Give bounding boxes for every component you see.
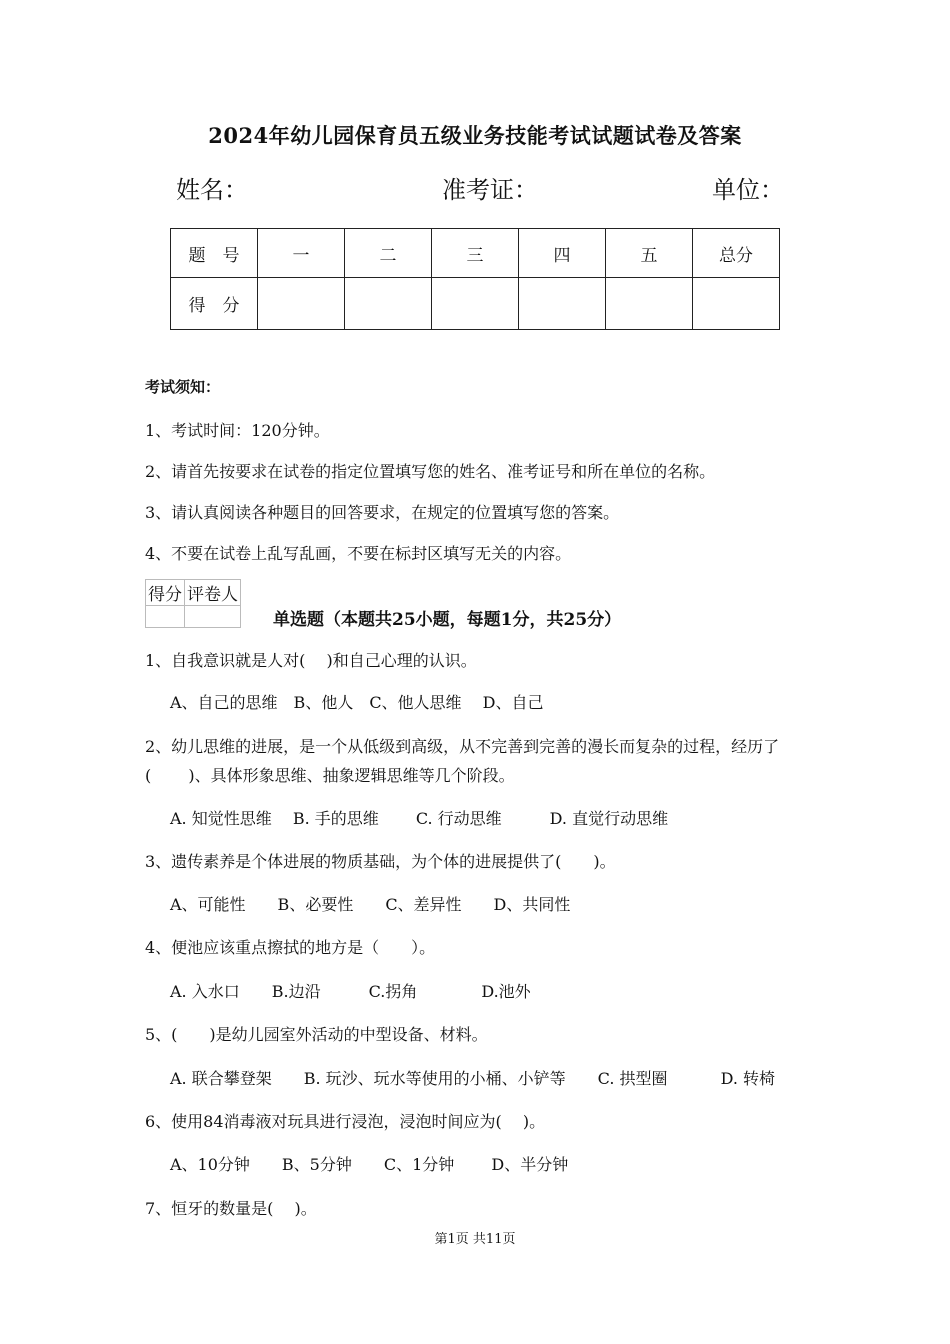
page-title: 2024年幼儿园保育员五级业务技能考试试题试卷及答案 (208, 123, 742, 148)
grader-reviewer-cell[interactable] (185, 606, 241, 628)
question-stem: 7、恒牙的数量是( )。 (145, 1199, 317, 1218)
question-options: A. 知觉性思维 B. 手的思维 C. 行动思维 D. 直觉行动思维 (170, 809, 669, 828)
question-stem: 3、遗传素养是个体进展的物质基础，为个体的进展提供了( )。 (145, 852, 616, 871)
score-table-header-cell: 题 号 (171, 229, 258, 278)
score-table-header-cell: 一 (258, 229, 345, 278)
score-cell[interactable] (693, 278, 780, 330)
score-cell[interactable] (258, 278, 345, 330)
notice-item: 1、考试时间：120分钟。 (145, 421, 330, 440)
score-table-header-cell: 总分 (693, 229, 780, 278)
score-table-header-row (171, 229, 780, 278)
score-cell[interactable] (432, 278, 519, 330)
question-stem: 6、使用84消毒液对玩具进行浸泡，浸泡时间应为( )。 (145, 1112, 546, 1131)
score-table-header-cell: 三 (432, 229, 519, 278)
score-cell[interactable] (519, 278, 606, 330)
name-field-label: 姓名： (176, 176, 248, 204)
unit-field-label: 单位： (712, 176, 784, 204)
score-table-header-cell: 四 (519, 229, 606, 278)
question-options: A. 联合攀登架 B. 玩沙、玩水等使用的小桶、小铲等 C. 拱型圈 D. 转椅 (170, 1069, 776, 1088)
question-options: A、10分钟 B、5分钟 C、1分钟 D、半分钟 (170, 1155, 569, 1174)
score-cell[interactable] (606, 278, 693, 330)
question-options: A. 入水口 B.边沿 C.拐角 D.池外 (170, 982, 531, 1001)
question-options: A、自己的思维 B、他人 C、他人思维 D、自己 (170, 693, 544, 712)
score-row-label: 得 分 (171, 278, 258, 330)
page-footer: 第1页 共11页 (434, 1232, 516, 1247)
question-options: A、可能性 B、必要性 C、差异性 D、共同性 (170, 895, 571, 914)
score-cell[interactable] (345, 278, 432, 330)
question-stem: 4、便池应该重点擦拭的地方是（ ）。 (145, 938, 436, 957)
exam-number-field-label: 准考证： (442, 176, 538, 204)
score-table-header-cell: 五 (606, 229, 693, 278)
notice-item: 4、不要在试卷上乱写乱画，不要在标封区填写无关的内容。 (145, 544, 572, 563)
question-stem-continued: ( )、具体形象思维、抽象逻辑思维等几个阶段。 (145, 766, 515, 785)
grader-reviewer-label: 评卷人 (185, 580, 241, 606)
notice-item: 3、请认真阅读各种题目的回答要求，在规定的位置填写您的答案。 (145, 503, 620, 522)
question-stem: 2、幼儿思维的进展，是一个从低级到高级，从不完善到完善的漫长而复杂的过程，经历了 (145, 737, 780, 756)
grader-box (145, 579, 241, 628)
grader-score-cell[interactable] (146, 606, 185, 628)
question-stem: 5、( )是幼儿园室外活动的中型设备、材料。 (145, 1025, 488, 1044)
notice-heading: 考试须知： (145, 378, 221, 396)
score-table (170, 228, 780, 330)
notice-item: 2、请首先按要求在试卷的指定位置填写您的姓名、准考证号和所在单位的名称。 (145, 462, 716, 481)
question-stem: 1、自我意识就是人对( )和自己心理的认识。 (145, 651, 477, 670)
score-table-header-cell: 二 (345, 229, 432, 278)
score-table-score-row (171, 278, 780, 330)
section-title: 单选题（本题共25小题，每题1分，共25分） (273, 610, 622, 630)
grader-score-label: 得分 (146, 580, 185, 606)
